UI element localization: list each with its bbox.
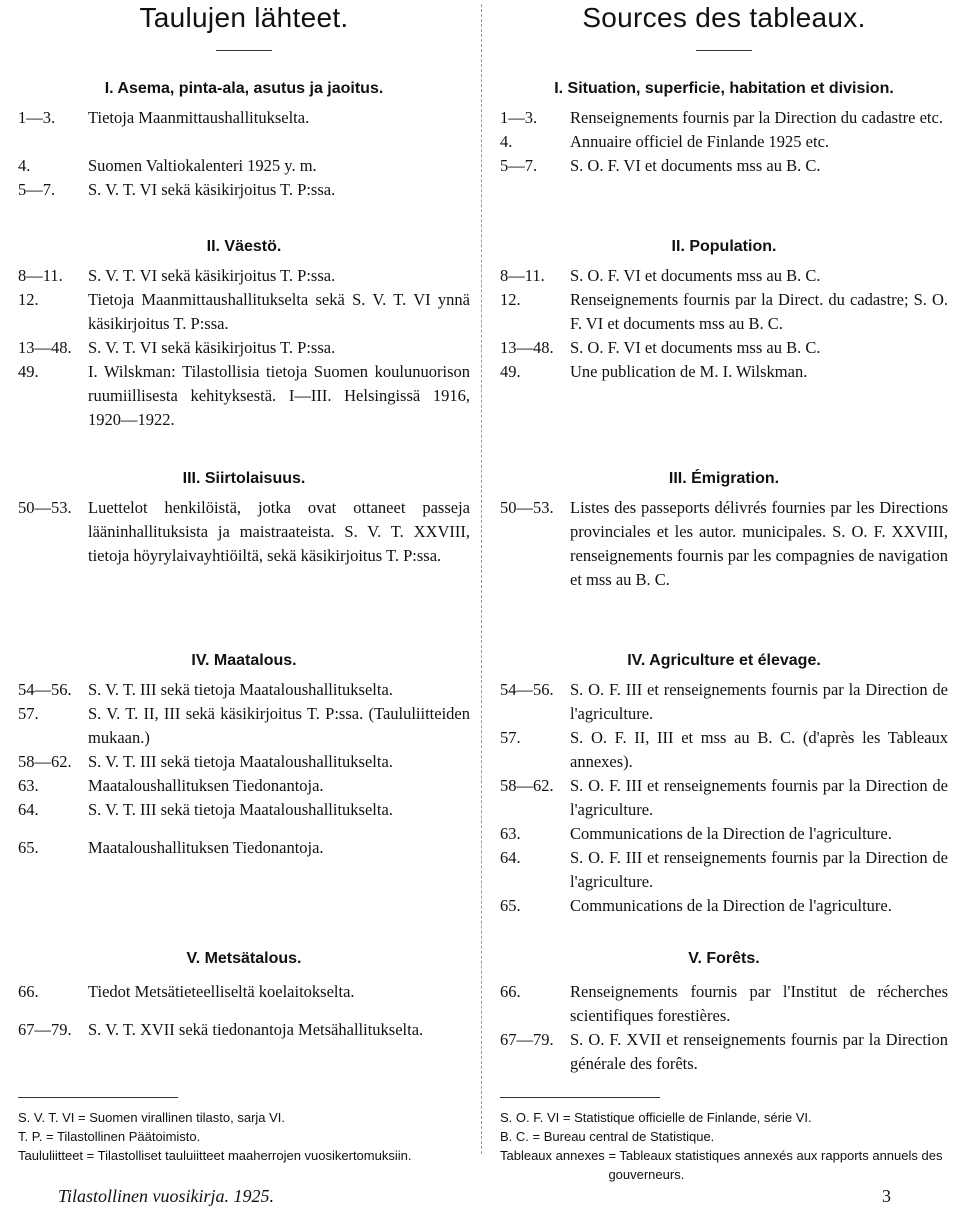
- footnote-key: T. P.: [18, 1129, 43, 1144]
- entry-number: 5—7.: [18, 180, 56, 199]
- section-heading: II. Väestö.: [206, 238, 282, 255]
- list-item: [18, 106, 470, 130]
- section-3-entries: [500, 496, 948, 592]
- footnote-value: = Bureau central de Statistique.: [532, 1129, 715, 1144]
- footnote-key: S. O. F. VI: [500, 1110, 560, 1125]
- footnote-value: = Statistique officielle de Finlande, série VI.: [562, 1110, 812, 1125]
- list-item: [500, 678, 948, 726]
- entry-text: Maataloushallituksen Tiedonantoja.: [88, 776, 324, 795]
- entry-number: 67—79.: [18, 1020, 72, 1039]
- footnote-item: [18, 1146, 470, 1165]
- entry-text: Maataloushallituksen Tiedonantoja.: [88, 838, 324, 857]
- section-heading: II. Population.: [671, 238, 777, 255]
- list-item: [18, 360, 470, 432]
- section-1-entries: [500, 106, 948, 178]
- footnote-value: = Tilastolliset tauluiitteet maaherrojen vuosikertomuksiin.: [86, 1148, 412, 1163]
- list-item: [500, 496, 948, 592]
- entry-text: Renseignements fournis par la Direct. du cadastre; S. O. F. VI et documents mss au B. C.: [570, 290, 948, 333]
- title-rule: [216, 50, 272, 51]
- list-item: [500, 822, 948, 846]
- list-item: [18, 702, 470, 750]
- entry-number: 54—56.: [18, 680, 72, 699]
- footnote-item: [500, 1127, 948, 1146]
- list-item: [18, 750, 470, 774]
- footnote-value: = Tableaux statistiques annexés aux rapports annuels des gouverneurs.: [608, 1148, 943, 1182]
- entry-text: S. V. T. VI sekä käsikirjoitus T. P:ssa.: [88, 266, 336, 285]
- entry-text: S. O. F. III et renseignements fournis par la Direction de l'agriculture.: [570, 680, 948, 723]
- entry-number: 8—11.: [500, 266, 545, 285]
- entry-number: 13—48.: [500, 338, 554, 357]
- entry-text: Tietoja Maanmittaushallitukselta.: [88, 108, 310, 127]
- list-item: [18, 496, 470, 568]
- entry-text: Renseignements fournis par la Direction du cadastre etc.: [570, 108, 943, 127]
- list-item: [500, 130, 948, 154]
- list-item: [18, 836, 470, 860]
- entry-text: Une publication de M. I. Wilskman.: [570, 362, 808, 381]
- page-title-finnish: Taulujen lähteet.: [139, 2, 349, 33]
- section-heading: V. Forêts.: [688, 950, 760, 967]
- footnote-item: [500, 1108, 948, 1127]
- list-item: [500, 264, 948, 288]
- footnote-key: Tableaux annexes: [500, 1148, 605, 1163]
- footnotes: [18, 1108, 470, 1165]
- column-divider: [481, 4, 482, 1154]
- entry-number: 57.: [500, 728, 521, 747]
- entry-number: 12.: [18, 290, 39, 309]
- entry-number: 58—62.: [18, 752, 72, 771]
- entry-number: 8—11.: [18, 266, 63, 285]
- section-5-entries: [500, 980, 948, 1076]
- list-item: [500, 726, 948, 774]
- entry-number: 1—3.: [500, 108, 538, 127]
- entry-text: Annuaire officiel de Finlande 1925 etc.: [570, 132, 830, 151]
- footnotes: [500, 1108, 948, 1184]
- entry-number: 57.: [18, 704, 39, 723]
- entry-text: S. V. T. III sekä tietoja Maataloushallitukselta.: [88, 752, 393, 771]
- section-4-entries: [500, 678, 948, 918]
- entry-number: 63.: [18, 776, 39, 795]
- list-item: [500, 336, 948, 360]
- section-heading: I. Situation, superficie, habitation et division.: [554, 80, 894, 97]
- footnote-value: = Tilastollinen Päätoimisto.: [45, 1129, 201, 1144]
- section-heading: III. Émigration.: [668, 470, 780, 487]
- section-4-entries: [18, 678, 470, 860]
- entry-number: 67—79.: [500, 1030, 554, 1049]
- entry-number: 63.: [500, 824, 521, 843]
- entry-text: S. O. F. XVII et renseignements fournis par la Direction générale des forêts.: [570, 1030, 948, 1073]
- entry-number: 66.: [18, 982, 39, 1001]
- entry-text: S. O. F. VI et documents mss au B. C.: [570, 156, 821, 175]
- footnote-item: [18, 1108, 470, 1127]
- list-item: [500, 980, 948, 1028]
- section-2-entries: [500, 264, 948, 384]
- footnote-rule: [18, 1097, 178, 1098]
- entry-text: S. V. T. III sekä tietoja Maataloushallitukselta.: [88, 800, 393, 819]
- entry-text: Communications de la Direction de l'agriculture.: [570, 896, 892, 915]
- list-item: [500, 288, 948, 336]
- section-heading: IV. Agriculture et élevage.: [627, 652, 821, 669]
- entry-number: 65.: [500, 896, 521, 915]
- list-item: [18, 178, 470, 202]
- entry-number: 64.: [500, 848, 521, 867]
- entry-text: I. Wilskman: Tilastollisia tietoja Suomen koulunuorison ruumiillisesta kehityksestä. I—III. Helsingissä 1916, 1920—1922.: [88, 362, 470, 429]
- list-item: [500, 846, 948, 894]
- footnote-item: [18, 1127, 470, 1146]
- footnote-key: B. C.: [500, 1129, 529, 1144]
- entry-number: 5—7.: [500, 156, 538, 175]
- list-item: [18, 288, 470, 336]
- entry-text: S. O. F. VI et documents mss au B. C.: [570, 338, 821, 357]
- footnote-rule: [500, 1097, 660, 1098]
- entry-text: Communications de la Direction de l'agriculture.: [570, 824, 892, 843]
- footnote-item: [500, 1146, 948, 1184]
- list-item: [18, 264, 470, 288]
- list-item: [18, 980, 470, 1004]
- list-item: [18, 1018, 470, 1042]
- entry-text: S. O. F. VI et documents mss au B. C.: [570, 266, 821, 285]
- running-title: Tilastollinen vuosikirja. 1925.: [58, 1186, 275, 1206]
- entry-number: 66.: [500, 982, 521, 1001]
- entry-number: 54—56.: [500, 680, 554, 699]
- entry-number: 12.: [500, 290, 521, 309]
- entry-text: Tietoja Maanmittaushallitukselta sekä S. V. T. VI ynnä käsikirjoitus T. P:ssa.: [88, 290, 470, 333]
- entry-number: 64.: [18, 800, 39, 819]
- section-3-entries: [18, 496, 470, 568]
- entry-number: 49.: [500, 362, 521, 381]
- entry-number: 4.: [500, 132, 513, 151]
- entry-text: S. V. T. II, III sekä käsikirjoitus T. P:ssa. (Taululiitteiden mukaan.): [88, 704, 470, 747]
- entry-number: 49.: [18, 362, 39, 381]
- entry-number: 13—48.: [18, 338, 72, 357]
- entry-text: S. O. F. III et renseignements fournis par la Direction de l'agriculture.: [570, 848, 948, 891]
- entry-number: 65.: [18, 838, 39, 857]
- entry-number: 58—62.: [500, 776, 554, 795]
- page-number: 3: [882, 1186, 891, 1206]
- entry-text: S. V. T. III sekä tietoja Maataloushallitukselta.: [88, 680, 393, 699]
- list-item: [18, 774, 470, 798]
- list-item: [500, 894, 948, 918]
- list-item: [500, 106, 948, 130]
- section-2-entries: [18, 264, 470, 432]
- entry-text: Renseignements fournis par l'Institut de récherches scientifiques forestières.: [570, 982, 948, 1025]
- entry-text: S. V. T. XVII sekä tiedonantoja Metsähallitukselta.: [88, 1020, 424, 1039]
- list-item: [500, 1028, 948, 1076]
- entry-text: S. O. F. III et renseignements fournis par la Direction de l'agriculture.: [570, 776, 948, 819]
- entry-text: Suomen Valtiokalenteri 1925 y. m.: [88, 156, 317, 175]
- section-heading: IV. Maatalous.: [191, 652, 297, 669]
- entry-text: S. V. T. VI sekä käsikirjoitus T. P:ssa.: [88, 180, 336, 199]
- section-5-entries: [18, 980, 470, 1042]
- entry-text: S. O. F. II, III et mss au B. C. (d'après les Tableaux annexes).: [570, 728, 948, 771]
- entry-number: 1—3.: [18, 108, 56, 127]
- footnote-key: Taululiitteet: [18, 1148, 84, 1163]
- title-rule: [696, 50, 752, 51]
- entry-text: Luettelot henkilöistä, jotka ovat ottaneet passeja lääninhallituksista ja maistraateista. S. V. T. XXVIII, tietoja höyrylaivayhtiöiltä, sekä käsikirjoitus T. P:ssa.: [88, 498, 470, 565]
- footnote-value: = Suomen virallinen tilasto, sarja VI.: [78, 1110, 286, 1125]
- list-item: [500, 154, 948, 178]
- list-item: [18, 154, 470, 178]
- section-1-entries: [18, 106, 470, 202]
- section-heading: III. Siirtolaisuus.: [182, 470, 306, 487]
- entry-number: 50—53.: [18, 498, 72, 517]
- entry-text: Listes des passeports délivrés fournies par les Directions provinciales et les autor. municipales. S. O. F. XXVIII, renseignements fournis par les compagnies de navigation et mss au B. C.: [570, 498, 948, 589]
- list-item: [500, 774, 948, 822]
- list-item: [18, 336, 470, 360]
- page-title-french: Sources des tableaux.: [582, 2, 866, 33]
- footnote-key: S. V. T. VI: [18, 1110, 75, 1125]
- entry-text: S. V. T. VI sekä käsikirjoitus T. P:ssa.: [88, 338, 336, 357]
- entry-number: 50—53.: [500, 498, 554, 517]
- entry-text: Tiedot Metsätieteelliseltä koelaitokselta.: [88, 982, 355, 1001]
- list-item: [18, 678, 470, 702]
- section-heading: V. Metsätalous.: [186, 950, 302, 967]
- list-item: [500, 360, 948, 384]
- entry-number: 4.: [18, 156, 31, 175]
- section-heading: I. Asema, pinta-ala, asutus ja jaoitus.: [104, 80, 384, 97]
- list-item: [18, 798, 470, 822]
